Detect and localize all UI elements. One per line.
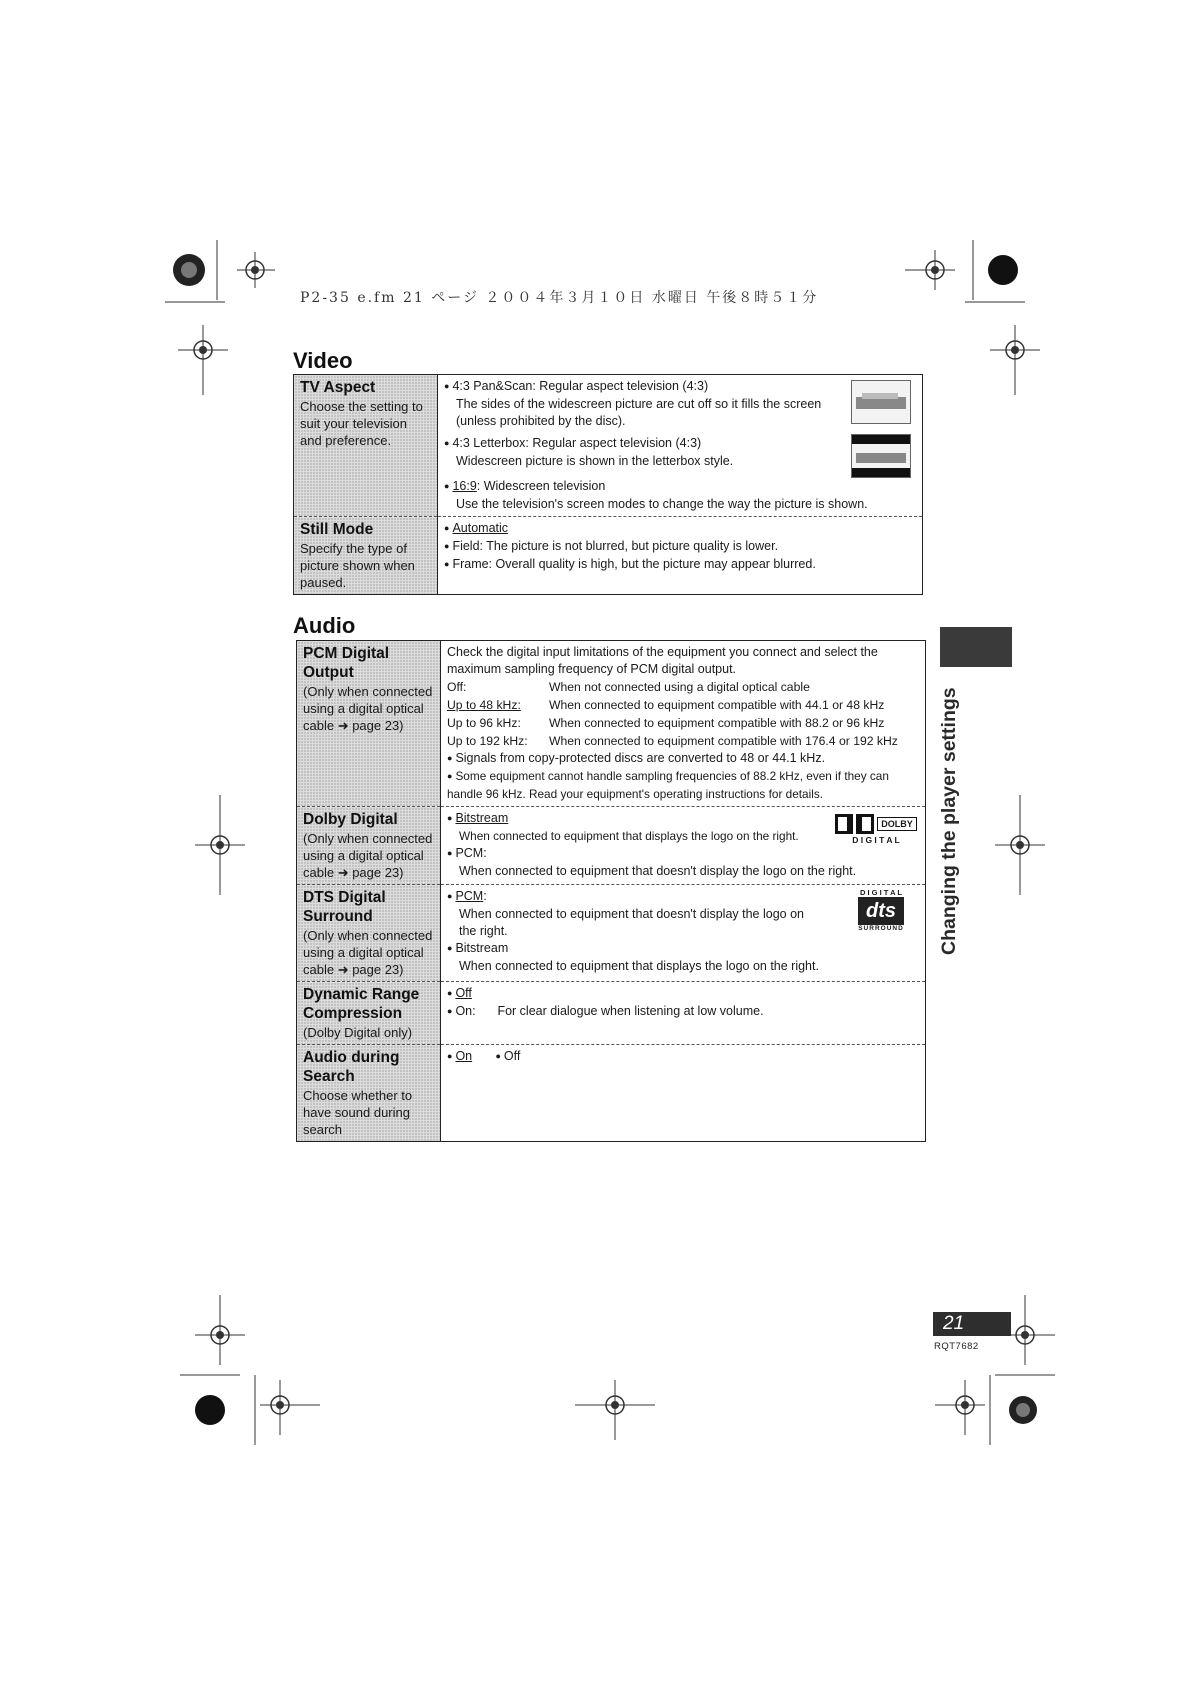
pcm-row-off: Off: When not connected using a digital optical cable — [447, 680, 810, 694]
document-code: RQT7682 — [934, 1341, 979, 1352]
tv-aspect-option-16-9-desc: Use the television's screen modes to change the way the picture is shown. — [456, 497, 868, 511]
dolby-option-bitstream: Bitstream — [455, 811, 509, 825]
pcm-row-48: Up to 48 kHz: When connected to equipment compatible with 44.1 or 48 kHz — [447, 698, 885, 712]
drc-label-line1: Dynamic Range — [303, 986, 420, 1003]
tv-aspect-label-cell — [294, 375, 438, 517]
audio-search-desc: Choose whether to have sound during search — [303, 1088, 413, 1137]
file-header-line: P2-35 e.fm 21 ページ ２００４年３月１０日 水曜日 午後８時５１分 — [300, 290, 819, 306]
pcm-note-sampling: ● Some equipment cannot handle sampling frequencies of 88.2 kHz, even if they can handle 96 kHz. Read your equipment's operating instructions for details. — [447, 768, 919, 803]
dolby-option-pcm-desc: When connected to equipment that doesn't display the logo on the right. — [459, 864, 857, 878]
dts-desc: (Only when connected using a digital optical cable ➜ page 23) — [303, 928, 433, 977]
dts-logo — [843, 888, 919, 940]
dolby-label: Dolby Digital — [303, 811, 398, 828]
dts-option-bitstream: ● Bitstream — [447, 940, 919, 958]
dts-logo-mid: dts — [858, 897, 904, 925]
dts-option-pcm: PCM — [455, 889, 484, 903]
drc-label-line2: Compression — [303, 1005, 403, 1022]
dolby-option-pcm: ● PCM: — [447, 845, 919, 863]
pcm-label-line2: Output — [303, 664, 354, 681]
tv-aspect-options — [438, 375, 923, 517]
dts-logo-bot: SURROUND — [858, 925, 904, 932]
tv-aspect-option-pan-scan-desc: The sides of the widescreen picture are cut off so it fills the screen (unless prohibited by the disc). — [456, 397, 822, 428]
dolby-option-bitstream-desc: When connected to equipment that displays the logo on the right. — [459, 829, 799, 843]
audio-search-options — [441, 1045, 926, 1142]
dolby-logo-word: DOLBY — [877, 817, 917, 831]
registration-mark-mid-right — [995, 795, 1045, 895]
drc-label-cell — [297, 982, 441, 1045]
dolby-options — [441, 807, 926, 885]
pcm-label-cell — [297, 641, 441, 807]
pcm-desc: (Only when connected using a digital optical cable ➜ page 23) — [303, 684, 433, 733]
still-mode-label: Still Mode — [300, 521, 374, 538]
still-mode-desc: Specify the type of picture shown when paused. — [300, 541, 415, 590]
tv-aspect-option-letterbox: ● 4:3 Letterbox: Regular aspect television (4:3) — [444, 435, 846, 453]
registration-mark-mid-left — [195, 795, 245, 895]
dts-label-line1: DTS Digital — [303, 889, 386, 906]
letterbox-thumbnail — [851, 434, 911, 478]
video-section-title: Video — [293, 348, 353, 373]
dolby-logo-sub: D I G I T A L — [852, 835, 900, 845]
dolby-digital-logo — [833, 810, 919, 845]
pcm-row-192: Up to 192 kHz: When connected to equipment compatible with 176.4 or 192 kHz — [447, 734, 898, 748]
pan-scan-thumbnail — [851, 380, 911, 424]
audio-search-label-cell — [297, 1045, 441, 1142]
still-mode-options — [438, 517, 923, 595]
registration-mark-top-left — [165, 240, 285, 320]
registration-mark-top-right-2 — [990, 325, 1040, 395]
dolby-desc: (Only when connected using a digital optical cable ➜ page 23) — [303, 831, 433, 880]
tv-aspect-option-pan-scan: ● 4:3 Pan&Scan: Regular aspect television (4:3) — [444, 378, 846, 396]
audio-table — [296, 640, 926, 1142]
registration-mark-top-right — [905, 240, 1025, 320]
page-number-badge: 21 — [933, 1312, 1011, 1336]
dts-option-bitstream-desc: When connected to equipment that displays the logo on the right. — [459, 959, 819, 973]
registration-mark-top-left-2 — [178, 325, 228, 395]
still-mode-option-automatic: Automatic — [452, 521, 509, 535]
dts-logo-top: D I G I T A L — [860, 888, 902, 897]
dts-options: ● PCM: When connected to equipment that doesn't display the logo on the right. D I G I T A L dts SURROUND ● Bitstream When connected to equipment that displays the logo on the right. — [441, 885, 926, 982]
tv-aspect-desc: Choose the setting to suit your television and preference. — [300, 399, 423, 448]
dts-option-pcm-desc: When connected to equipment that doesn't display the logo on the right. — [459, 907, 804, 938]
side-tab-marker — [940, 627, 1012, 667]
pcm-note-copy-protected: ● Signals from copy-protected discs are converted to 48 or 44.1 kHz. — [447, 750, 919, 768]
dts-label-line2: Surround — [303, 908, 373, 925]
video-table — [293, 374, 923, 595]
tv-aspect-label: TV Aspect — [300, 379, 376, 396]
pcm-label-line1: PCM Digital — [303, 645, 390, 662]
dts-label-cell — [297, 885, 441, 982]
tv-aspect-option-16-9: 16:9 — [452, 479, 477, 493]
pcm-options — [441, 641, 926, 807]
drc-options — [441, 982, 926, 1045]
audio-search-label-line1: Audio during — [303, 1049, 400, 1066]
still-mode-option-frame: ● Frame: Overall quality is high, but the picture may appear blurred. — [444, 556, 916, 574]
audio-search-label-line2: Search — [303, 1068, 355, 1085]
drc-option-on-desc: For clear dialogue when listening at low volume. — [497, 1004, 764, 1018]
audio-search-option-off: Off — [503, 1049, 521, 1063]
tv-aspect-option-letterbox-desc: Widescreen picture is shown in the letterbox style. — [456, 454, 734, 468]
side-tab-text: Changing the player settings — [938, 687, 960, 955]
registration-mark-bottom-left — [180, 1295, 340, 1445]
pcm-intro: Check the digital input limitations of the equipment you connect and select the maximum sampling frequency of PCM digital output. — [447, 645, 878, 676]
drc-desc: (Dolby Digital only) — [303, 1025, 413, 1040]
audio-section-title: Audio — [293, 613, 356, 638]
pcm-row-96: Up to 96 kHz: When connected to equipment compatible with 88.2 or 96 kHz — [447, 716, 885, 730]
still-mode-option-field: ● Field: The picture is not blurred, but picture quality is lower. — [444, 538, 916, 556]
registration-mark-bottom-center — [575, 1380, 655, 1440]
audio-search-option-on: On — [455, 1049, 473, 1063]
drc-option-on: On: — [455, 1004, 476, 1018]
tv-aspect-option-16-9-rest: : Widescreen television — [476, 479, 606, 493]
still-mode-label-cell — [294, 517, 438, 595]
dolby-label-cell — [297, 807, 441, 885]
drc-option-off: Off — [455, 986, 472, 1000]
